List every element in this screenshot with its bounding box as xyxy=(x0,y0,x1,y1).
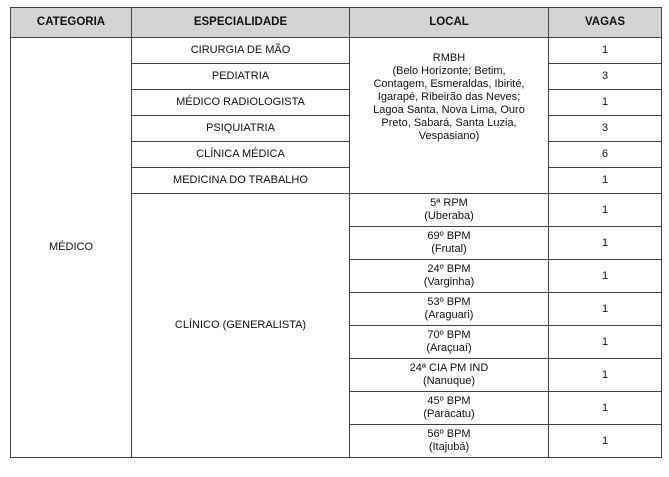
header-local: LOCAL xyxy=(350,8,549,38)
vagas-cell: 1 xyxy=(549,90,662,116)
local-unidade: 45º BPM xyxy=(427,395,471,408)
rmbh-line: Vespasiano) xyxy=(418,130,480,142)
especialidade-cell: MEDICINA DO TRABALHO xyxy=(132,168,350,194)
rmbh-line: Lagoa Santa, Nova Lima, Ouro xyxy=(373,104,525,116)
local-cell xyxy=(350,194,549,227)
local-unidade: 5ª RPM xyxy=(430,197,468,210)
vagas-cell: 1 xyxy=(549,38,662,64)
rmbh-line: Contagem, Esmeraldas, Ibirité, xyxy=(373,78,525,90)
local-cell xyxy=(350,392,549,425)
header-categoria: CATEGORIA xyxy=(11,8,132,38)
rmbh-line: Igarapé, Ribeirão das Neves; xyxy=(377,91,521,103)
vagas-table xyxy=(10,7,662,458)
local-unidade: 53º BPM xyxy=(427,296,471,309)
vagas-cell: 1 xyxy=(549,260,662,293)
local-cell xyxy=(350,260,549,293)
especialidade-cell: MÉDICO RADIOLOGISTA xyxy=(132,90,350,116)
local-cidade: (Uberaba) xyxy=(424,210,474,222)
especialidade-cell: CIRURGIA DE MÃO xyxy=(132,38,350,64)
local-unidade: 24º BPM xyxy=(427,263,471,276)
local-cidade: (Paracatu) xyxy=(423,408,475,420)
local-cidade: (Varginha) xyxy=(423,276,475,288)
local-cidade: (Nanuque) xyxy=(423,375,475,387)
local-unidade: 56º BPM xyxy=(427,428,471,441)
local-cell xyxy=(350,227,549,260)
vagas-cell: 1 xyxy=(549,326,662,359)
header-especialidade: ESPECIALIDADE xyxy=(132,8,350,38)
local-cidade: (Frutal) xyxy=(431,243,467,255)
vagas-cell: 1 xyxy=(549,227,662,260)
local-unidade: 69º BPM xyxy=(427,230,471,243)
vagas-cell: 1 xyxy=(549,194,662,227)
rmbh-title: RMBH xyxy=(432,52,466,64)
especialidade-cell: PSIQUIATRIA xyxy=(132,116,350,142)
local-cell xyxy=(350,293,549,326)
vagas-cell: 1 xyxy=(549,359,662,392)
vagas-cell: 1 xyxy=(549,168,662,194)
header-vagas: VAGAS xyxy=(549,8,662,38)
vagas-cell: 3 xyxy=(549,116,662,142)
local-cell xyxy=(350,359,549,392)
vagas-cell: 1 xyxy=(549,425,662,458)
clinico-especialidade-cell: CLÍNICO (GENERALISTA) xyxy=(132,194,350,458)
rmbh-line: (Belo Horizonte; Betim, xyxy=(392,65,506,77)
local-unidade: 70º BPM xyxy=(427,329,471,342)
table-row xyxy=(11,38,662,64)
local-cidade: (Araguari) xyxy=(424,309,474,321)
local-cidade: (Araçuaí) xyxy=(426,342,472,354)
especialidade-cell: CLÍNICA MÉDICA xyxy=(132,142,350,168)
especialidade-cell: PEDIATRIA xyxy=(132,64,350,90)
header-row xyxy=(11,8,662,38)
rmbh-line: Preto, Sabará, Santa Luzia, xyxy=(381,117,517,129)
local-cidade: (Itajubá) xyxy=(428,441,470,453)
rmbh-local-cell xyxy=(350,38,549,194)
local-cell xyxy=(350,326,549,359)
vagas-cell: 1 xyxy=(549,392,662,425)
local-cell xyxy=(350,425,549,458)
vagas-cell: 3 xyxy=(549,64,662,90)
local-unidade: 24ª CIA PM IND xyxy=(409,362,489,375)
vagas-cell: 1 xyxy=(549,293,662,326)
categoria-cell: MÉDICO xyxy=(11,38,132,458)
vagas-cell: 6 xyxy=(549,142,662,168)
